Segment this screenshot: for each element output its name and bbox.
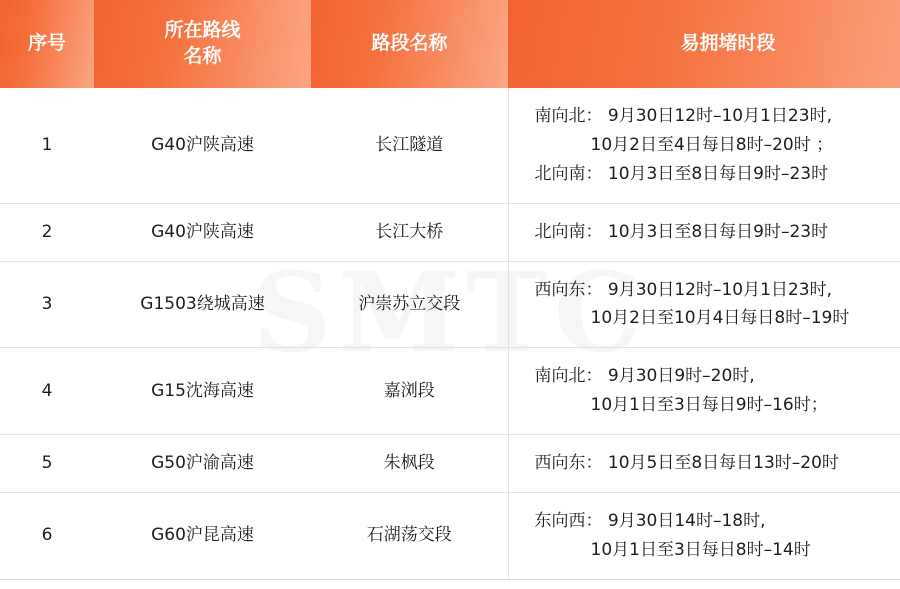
cell-route-name: G40沪陕高速 — [94, 88, 311, 203]
column-header-route-name — [94, 0, 311, 88]
table-header-row — [0, 0, 900, 88]
congestion-time-line: 东向西： 9月30日14时–18时, — [534, 511, 766, 532]
cell-section-name: 石湖荡交段 — [311, 493, 508, 580]
table-row — [0, 493, 900, 580]
cell-route-name: G50沪渝高速 — [94, 435, 311, 493]
congestion-time-line: 10月1日至3日每日8时–14时 — [590, 539, 811, 560]
cell-route-name: G40沪陕高速 — [94, 203, 311, 261]
cell-congestion-period — [508, 261, 900, 348]
congestion-time-line: 10月2日至4日每日8时–20时 ； — [590, 134, 834, 155]
cell-route-name: G60沪昆高速 — [94, 493, 311, 580]
cell-section-name: 沪崇苏立交段 — [311, 261, 508, 348]
table-row — [0, 261, 900, 348]
cell-serial-number: 6 — [0, 493, 94, 580]
cell-congestion-period — [508, 435, 900, 493]
cell-section-name: 长江大桥 — [311, 203, 508, 261]
cell-route-name: G1503绕城高速 — [94, 261, 311, 348]
cell-congestion-period — [508, 203, 900, 261]
table-body — [0, 88, 900, 579]
congestion-time-line: 北向南： 10月3日至8日每日9时–23时 — [534, 163, 829, 184]
cell-serial-number: 5 — [0, 435, 94, 493]
table-row — [0, 435, 900, 493]
table-row — [0, 203, 900, 261]
cell-serial-number: 3 — [0, 261, 94, 348]
cell-serial-number: 1 — [0, 88, 94, 203]
cell-serial-number: 4 — [0, 348, 94, 435]
cell-congestion-period — [508, 493, 900, 580]
cell-congestion-period — [508, 88, 900, 203]
cell-route-name: G15沈海高速 — [94, 348, 311, 435]
congestion-time-line: 西向东： 9月30日12时–10月1日23时, — [534, 279, 832, 300]
cell-section-name: 长江隧道 — [311, 88, 508, 203]
cell-congestion-period — [508, 348, 900, 435]
congestion-time-line: 10月1日至3日每日9时–16时； — [590, 395, 828, 416]
congestion-time-line: 西向东： 10月5日至8日每日13时–20时 — [534, 453, 839, 474]
table-row — [0, 88, 900, 203]
congestion-time-line: 南向北： 9月30日9时–20时, — [534, 366, 755, 387]
congestion-time-line: 南向北： 9月30日12时–10月1日23时, — [534, 106, 832, 126]
cell-section-name: 朱枫段 — [311, 435, 508, 493]
table-header — [0, 0, 900, 88]
congestion-time-line: 北向南： 10月3日至8日每日9时–23时 — [534, 221, 829, 242]
column-header-congestion-period: 易拥堵时段 — [508, 0, 900, 88]
congestion-time-line: 10月2日至10月4日每日8时–19时 — [590, 308, 850, 329]
column-header-route-name-line2: 名称 — [183, 45, 222, 67]
cell-serial-number: 2 — [0, 203, 94, 261]
table-row — [0, 348, 900, 435]
column-header-section-name: 路段名称 — [311, 0, 508, 88]
column-header-serial-number: 序号 — [0, 0, 94, 88]
cell-section-name: 嘉浏段 — [311, 348, 508, 435]
column-header-route-name-line1: 所在路线 — [164, 19, 241, 42]
